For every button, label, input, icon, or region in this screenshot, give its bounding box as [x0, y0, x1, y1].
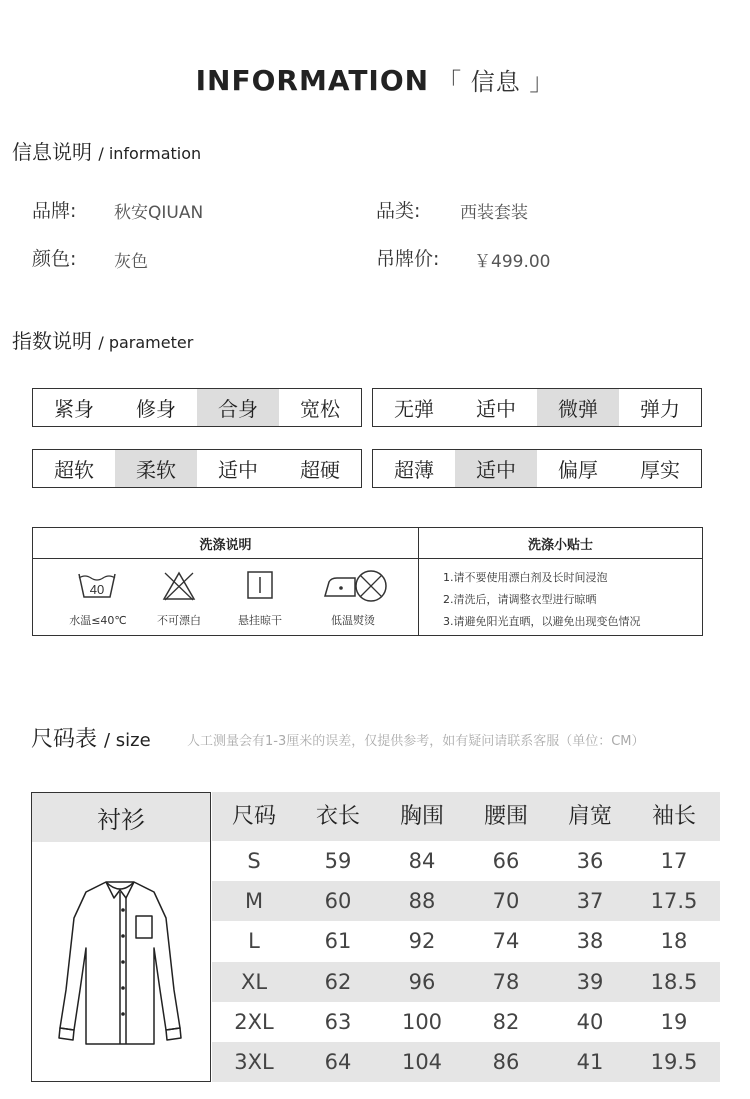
table-cell: 41	[576, 1050, 604, 1074]
table-cell: 84	[408, 849, 436, 873]
care-instructions-column	[33, 528, 419, 635]
table-cell: 肩宽	[567, 804, 612, 829]
table-cell: 衣长	[315, 804, 360, 829]
size-section-title: 尺码表	[31, 727, 98, 752]
stretch-option: 弹力	[640, 397, 680, 421]
care-tip-2: 2.清洗后，请调整衣型进行晾晒	[443, 593, 597, 606]
table-cell: 66	[492, 849, 520, 873]
softness-option: 适中	[218, 458, 258, 482]
garment-name: 衬衫	[32, 793, 210, 842]
param-section-heading	[12, 325, 193, 354]
no-bleach-icon	[161, 570, 197, 602]
hang-dry-icon	[246, 570, 274, 600]
hang-dry-label: 悬挂晾干	[238, 614, 282, 627]
table-cell: 78	[492, 969, 520, 994]
garment-cell	[31, 792, 211, 1082]
table-row	[212, 962, 720, 1002]
stretch-option: 无弹	[394, 397, 434, 421]
table-cell: S	[247, 849, 261, 873]
info-section-title: 信息说明	[12, 140, 92, 164]
table-row	[212, 921, 720, 961]
table-cell: XL	[240, 969, 268, 994]
table-cell: M	[244, 889, 264, 914]
thickness-option: 偏厚	[558, 458, 598, 482]
table-cell: 38	[576, 929, 604, 954]
table-row	[212, 1002, 720, 1042]
table-cell: 18.5	[650, 969, 698, 994]
thickness-option: 超薄	[394, 458, 434, 482]
price-value: ￥499.00	[474, 252, 551, 272]
softness-scale	[32, 449, 362, 488]
price-label: 吊牌价:	[376, 248, 440, 270]
category-value: 西装套装	[460, 203, 528, 223]
softness-option: 柔软	[115, 450, 197, 487]
care-header-left: 洗涤说明	[33, 528, 418, 559]
low-iron-icon	[321, 568, 389, 604]
fit-option: 宽松	[300, 397, 340, 421]
table-cell: 3XL	[234, 1050, 274, 1074]
table-cell: 40	[576, 1009, 604, 1034]
care-tip-1: 1.请不要使用漂白剂及长时间浸泡	[443, 571, 608, 584]
table-cell: 82	[492, 1009, 520, 1034]
size-note: 人工测量会有1-3厘米的误差，仅提供参考，如有疑问请联系客服（单位：CM）	[187, 734, 645, 749]
color-value: 灰色	[114, 252, 148, 272]
wash-temp-number: 40	[89, 582, 105, 597]
info-section-heading	[12, 136, 201, 165]
size-section-heading	[31, 722, 151, 753]
fit-option: 合身	[197, 389, 279, 426]
thickness-option: 适中	[455, 450, 537, 487]
color-label: 颜色:	[32, 248, 77, 270]
low-iron-label: 低温熨烫	[331, 614, 375, 627]
table-cell: 17	[660, 849, 688, 873]
table-cell: 39	[576, 969, 604, 994]
wash-40-icon	[77, 570, 117, 600]
info-section-sub: / information	[98, 144, 202, 163]
table-cell: 17.5	[650, 889, 698, 914]
table-cell: 2XL	[234, 1009, 274, 1034]
stretch-scale	[372, 388, 702, 427]
table-cell: 62	[324, 969, 352, 994]
table-cell: 腰围	[483, 804, 528, 829]
category-label: 品类:	[376, 200, 421, 222]
table-cell: 88	[408, 889, 436, 914]
care-header-right: 洗涤小贴士	[419, 528, 702, 559]
thickness-scale	[372, 449, 702, 488]
param-section-sub: / parameter	[98, 333, 194, 352]
fit-scale	[32, 388, 362, 427]
table-cell: L	[248, 929, 260, 954]
fit-option: 紧身	[54, 397, 94, 421]
shirt-illustration	[50, 878, 190, 1048]
softness-option: 超软	[54, 458, 94, 482]
stretch-option: 适中	[476, 397, 516, 421]
table-cell: 96	[408, 969, 436, 994]
fit-option: 修身	[136, 397, 176, 421]
table-cell: 61	[324, 929, 352, 954]
title-cn: 「 信息 」	[437, 68, 555, 96]
table-cell: 尺码	[231, 804, 276, 829]
table-row	[212, 1042, 720, 1082]
table-cell: 袖长	[651, 804, 696, 829]
table-cell: 60	[324, 889, 352, 914]
table-cell: 59	[324, 849, 352, 873]
stretch-option: 微弹	[537, 389, 619, 426]
table-cell: 70	[492, 889, 520, 914]
care-tip-3: 3.请避免阳光直晒，以避免出现变色情况	[443, 615, 641, 628]
table-cell: 36	[576, 849, 604, 873]
table-cell: 18	[660, 929, 688, 954]
wash-temp-label: 水温≤40℃	[69, 614, 127, 627]
size-section-sub: / size	[104, 730, 151, 751]
table-cell: 100	[401, 1009, 443, 1034]
table-cell: 37	[576, 889, 604, 914]
table-cell: 74	[492, 929, 520, 954]
table-cell: 104	[401, 1050, 443, 1074]
table-cell: 63	[324, 1009, 352, 1034]
brand-value: 秋安QIUAN	[114, 203, 204, 223]
table-row	[212, 841, 720, 881]
thickness-option: 厚实	[640, 458, 680, 482]
table-cell: 92	[408, 929, 436, 954]
care-table	[32, 527, 703, 636]
table-row	[212, 881, 720, 921]
brand-label: 品牌:	[32, 200, 77, 222]
title-en: INFORMATION	[195, 64, 430, 97]
table-cell: 86	[492, 1050, 520, 1074]
param-section-title: 指数说明	[12, 329, 92, 353]
table-header-row	[212, 792, 720, 841]
table-cell: 64	[324, 1050, 352, 1074]
softness-option: 超硬	[300, 458, 340, 482]
table-cell: 19	[660, 1009, 688, 1034]
no-bleach-label: 不可漂白	[157, 614, 201, 627]
table-cell: 胸围	[399, 804, 444, 829]
table-cell: 19.5	[650, 1050, 698, 1074]
page-title	[0, 62, 750, 97]
